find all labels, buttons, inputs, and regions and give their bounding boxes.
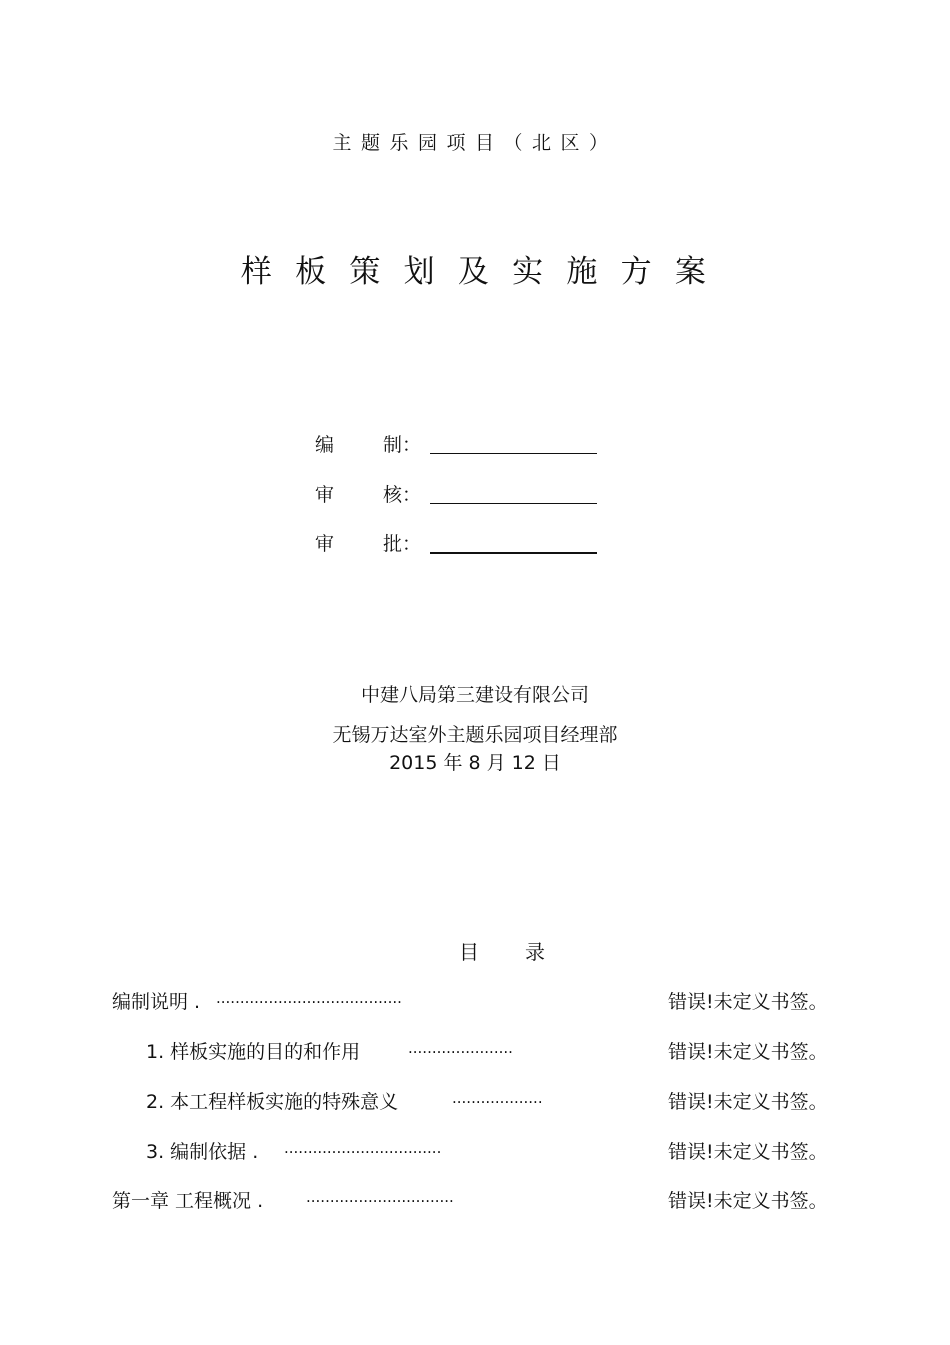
toc-page-ref: 错误!未定义书签。: [668, 1190, 828, 1212]
toc-leader-dots: .................................: [284, 1139, 442, 1157]
department-name: 无锡万达室外主题乐园项目经理部: [332, 724, 618, 746]
toc-entry[interactable]: [146, 1037, 852, 1067]
toc-entry[interactable]: [112, 987, 852, 1017]
toc-page-ref: 错误!未定义书签。: [668, 1141, 828, 1163]
toc-entry[interactable]: [146, 1087, 852, 1117]
toc-title-char: 目: [459, 940, 479, 964]
signature-label-char: 审: [315, 484, 335, 506]
document-date: 2015 年 8 月 12 日: [389, 752, 561, 774]
signature-label-char: 审: [315, 533, 335, 555]
toc-leader-dots: ...............................: [306, 1188, 454, 1206]
toc-leader-dots: ...................: [452, 1089, 543, 1107]
toc-entry[interactable]: [146, 1137, 852, 1167]
toc-page-ref: 错误!未定义书签。: [668, 1091, 828, 1113]
company-name: 中建八局第三建设有限公司: [360, 684, 589, 706]
toc-page-ref: 错误!未定义书签。: [668, 1041, 828, 1063]
signature-label-char: 批：: [383, 533, 422, 555]
toc-entry-text: 2. 本工程样板实施的特殊意义: [146, 1091, 399, 1113]
toc-leader-dots: .......................................: [216, 989, 402, 1007]
toc-entry[interactable]: [112, 1186, 852, 1216]
toc-entry-text: 1. 样板实施的目的和作用: [146, 1041, 361, 1063]
toc-entry-text: 第一章 工程概况 .: [112, 1190, 264, 1212]
document-subtitle: 主题乐园项目（北区）: [332, 132, 618, 154]
signature-line: [430, 503, 597, 504]
toc-leader-dots: ......................: [408, 1039, 513, 1057]
signature-line: [430, 552, 597, 554]
signature-label-char: 核：: [383, 484, 422, 506]
toc-entry-text: 编制说明 .: [112, 991, 201, 1013]
toc-entry-text: 3. 编制依据 .: [146, 1141, 259, 1163]
toc-page-ref: 错误!未定义书签。: [668, 991, 828, 1013]
document-title: 样板策划及实施方案: [240, 254, 730, 290]
signature-line: [430, 453, 597, 454]
signature-label-char: 编: [315, 434, 335, 456]
toc-title-char: 录: [525, 940, 545, 964]
signature-label-char: 制：: [383, 434, 422, 456]
